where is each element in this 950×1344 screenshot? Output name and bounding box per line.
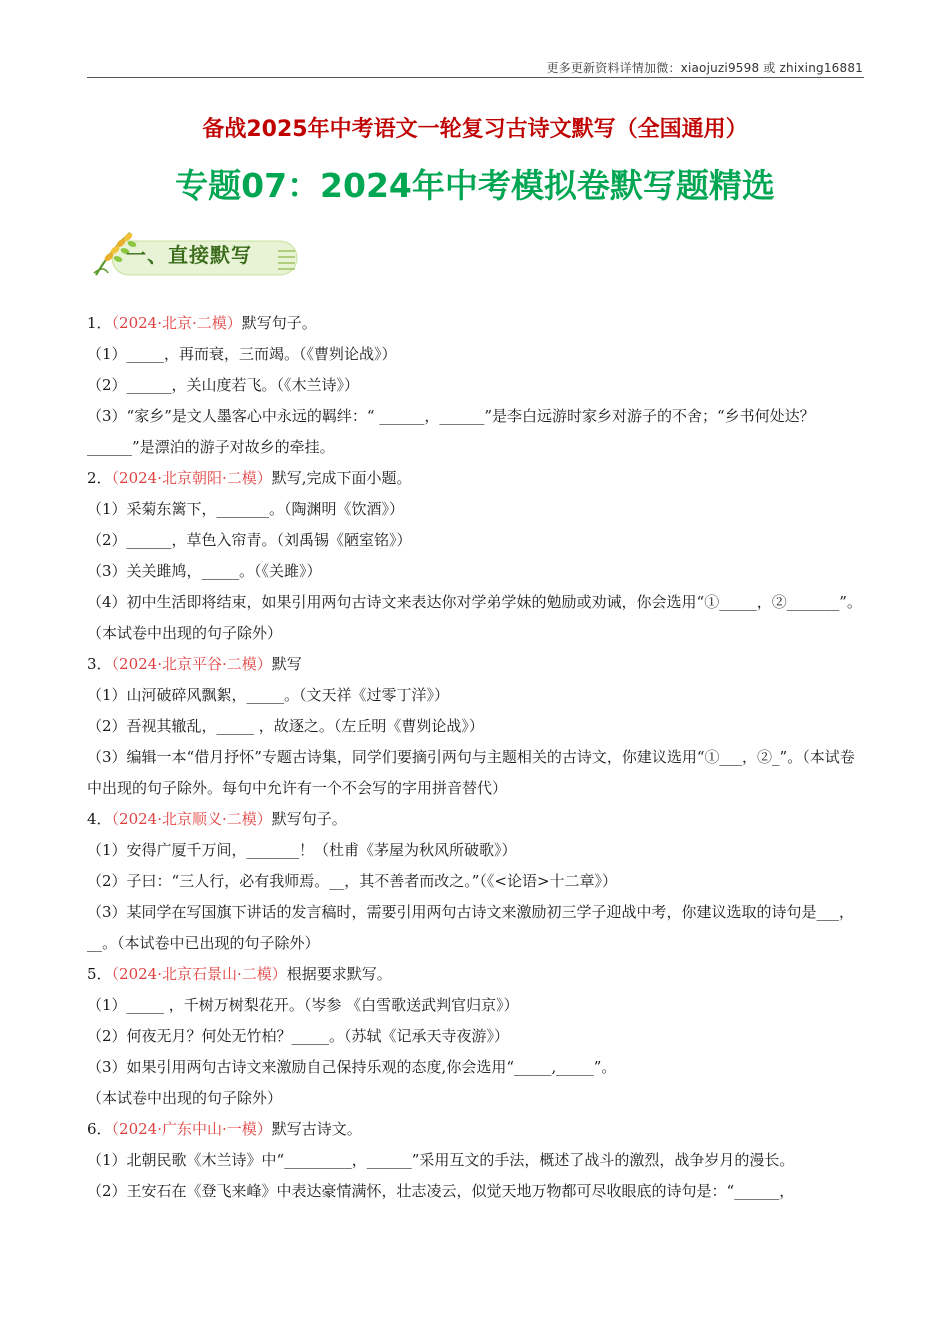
document-sub-title: 专题07：2024年中考模拟卷默写题精选: [175, 166, 775, 205]
question-prompt: 默写,完成下面小题。: [271, 469, 412, 487]
header-contact-note: 更多更新资料详情加微：xiaojuzi9598 或 zhixing16881: [546, 61, 863, 75]
question-heading: [87, 308, 864, 339]
question-item: （3）编辑一本“借月抒怀”专题古诗集，同学们要摘引两句与主题相关的古诗文，你建议选用“①___，②_”。（本试卷中出现的句子除外。每句中允许有一个不会写的字用拼音替代）: [87, 748, 855, 797]
question-source: （2024·北京平谷·二模）: [111, 655, 272, 673]
question-item: （1）采菊东篱下，_______。（陶渊明《饮酒》）: [87, 500, 405, 518]
question-prompt: 默写句子。: [271, 810, 347, 828]
question-source: （2024·北京·二模）: [111, 314, 242, 332]
question-item: （2）子曰：“三人行，必有我师焉。__，其不善者而改之。”（《<论语>十二章》）: [87, 872, 618, 890]
question-2: [87, 463, 864, 649]
question-item: （4）初中生活即将结束，如果引用两句古诗文来表达你对学弟学妹的勉励或劝诫，你会选用“①_____，②_______”。（本试卷中出现的句子除外）: [87, 593, 862, 642]
document-main-title: 备战2025年中考语文一轮复习古诗文默写（全国通用）: [202, 117, 748, 142]
question-prompt: 根据要求默写。: [286, 965, 392, 983]
question-3: [87, 649, 864, 804]
question-item: （3）某同学在写国旗下讲话的发言稿时，需要引用两句古诗文来激励初三学子迎战中考，你建议选取的诗句是___，__。（本试卷中已出现的句子除外）: [87, 903, 855, 952]
question-item: （3）“家乡”是文人墨客心中永远的羁绊：“ ______，______”是李白远游时家乡对游子的不舍；“乡书何处达？______”是漂泊的游子对故乡的牵挂。: [87, 407, 815, 456]
question-source: （2024·北京石景山·二模）: [111, 965, 287, 983]
question-number: 6．: [87, 1120, 112, 1138]
question-number: 1．: [87, 314, 112, 332]
question-prompt: 默写古诗文。: [271, 1120, 362, 1138]
question-1: [87, 308, 864, 463]
header-divider: [87, 77, 864, 78]
question-number: 2．: [87, 469, 112, 487]
question-5: [87, 959, 864, 1114]
question-item: （3）关关雎鸠，_____。（《关雎》）: [87, 562, 322, 580]
question-4: [87, 804, 864, 959]
question-prompt: 默写: [271, 655, 302, 673]
question-item: （2）何夜无月？何处无竹柏？_____。（苏轼《记承天寺夜游》）: [87, 1027, 510, 1045]
question-item: （2）______，关山度若飞。（《木兰诗》）: [87, 376, 360, 394]
question-heading: [87, 463, 864, 494]
question-item: （2）吾视其辙乱，_____ ，故逐之。（左丘明《曹刿论战》）: [87, 717, 484, 735]
question-source: （2024·北京顺义·二模）: [111, 810, 272, 828]
question-6: [87, 1114, 864, 1207]
question-item: （2）王安石在《登飞来峰》中表达豪情满怀，壮志凌云，似觉天地万物都可尽收眼底的诗句是：“______，: [87, 1182, 795, 1200]
question-item: （3）如果引用两句古诗文来激励自己保持乐观的态度,你会选用“_____,_____”。: [87, 1058, 617, 1076]
section-title: 一、直接默写: [126, 243, 252, 267]
question-source: （2024·北京朝阳·二模）: [111, 469, 272, 487]
section-banner: [90, 229, 305, 281]
question-number: 5．: [87, 965, 112, 983]
question-heading: [87, 1114, 864, 1145]
question-item: （1）山河破碎风飘絮，_____。（文天祥《过零丁洋》）: [87, 686, 450, 704]
question-source: （2024·广东中山·一模）: [111, 1120, 272, 1138]
question-item: （1）安得广厦千万间，_______！（杜甫《茅屋为秋风所破歌》）: [87, 841, 517, 859]
question-number: 3．: [87, 655, 112, 673]
question-item: （本试卷中出现的句子除外）: [87, 1089, 283, 1107]
question-number: 4．: [87, 810, 112, 828]
question-item: （1）_____ ，千树万树梨花开。（岑参 《白雪歌送武判官归京》）: [87, 996, 519, 1014]
question-heading: [87, 649, 864, 680]
question-item: （1）北朝民歌《木兰诗》中“_________，______”采用互文的手法，概述了战斗的激烈，战争岁月的漫长。: [87, 1151, 795, 1169]
question-item: （2）______，草色入帘青。（刘禹锡《陋室铭》）: [87, 531, 412, 549]
question-item: （1）_____，再而衰，三而竭。（《曹刿论战》）: [87, 345, 397, 363]
question-list: [87, 308, 864, 1207]
question-heading: [87, 959, 864, 990]
question-prompt: 默写句子。: [241, 314, 317, 332]
question-heading: [87, 804, 864, 835]
